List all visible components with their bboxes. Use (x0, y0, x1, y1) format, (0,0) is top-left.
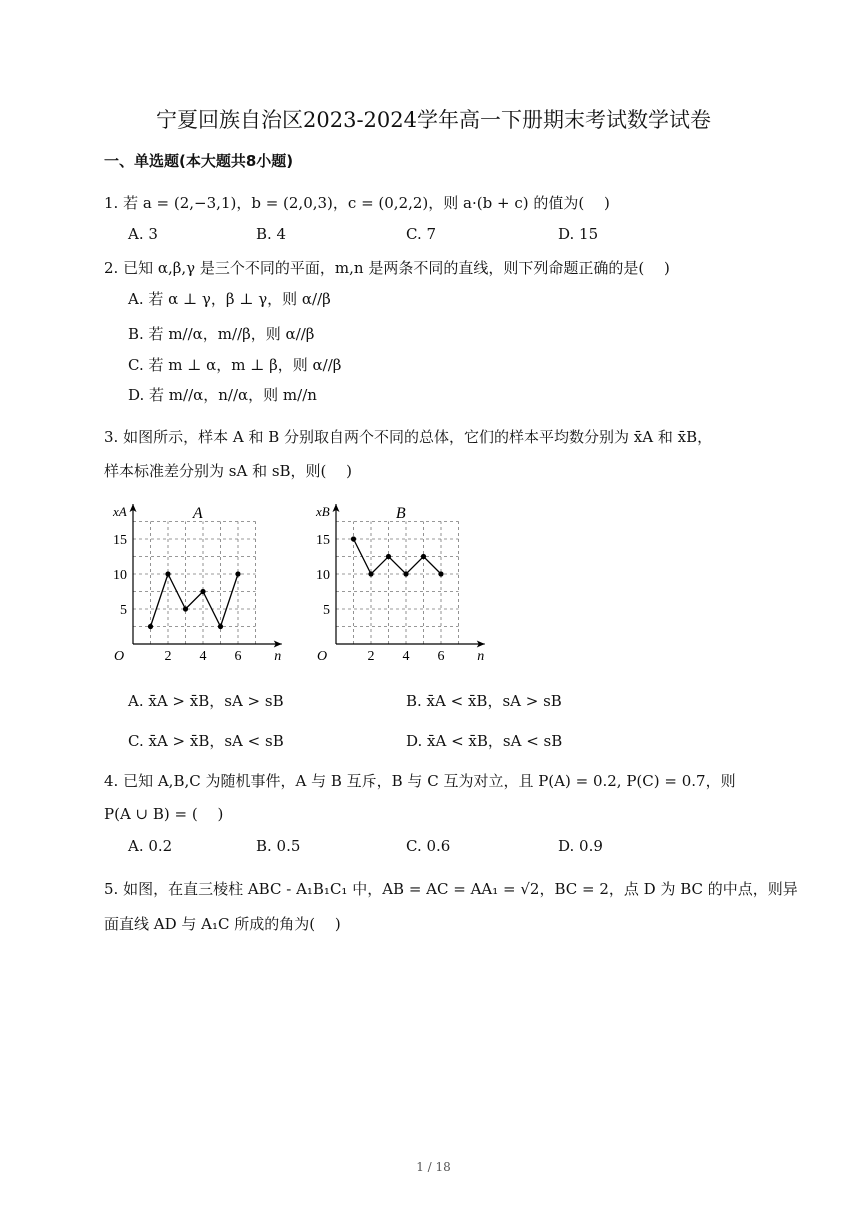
data-point (403, 571, 408, 576)
q1-option-c: C. 7 (406, 225, 437, 243)
data-point (351, 536, 356, 541)
x-tick-label: 4 (402, 649, 410, 664)
chart-a (105, 482, 295, 667)
section-heading: 一、单选题(本大题共8小题) (104, 152, 294, 170)
chart-b (308, 482, 498, 667)
q2-option-b: B. 若 m//α，m//β，则 α//β (128, 325, 315, 343)
x-tick-label: 6 (437, 649, 445, 664)
data-point (421, 554, 426, 559)
origin-label: O (316, 649, 328, 664)
question-1-stem: 1. 若 a = (2,−3,1)，b = (2,0,3)，c = (0,2,2)，则 a·(b + c) 的值为( ) (104, 194, 610, 212)
data-point (148, 624, 153, 629)
q4-option-c: C. 0.6 (406, 837, 451, 855)
y-axis-label: xB (316, 504, 330, 519)
y-tick-label: 5 (323, 603, 330, 618)
data-point (438, 571, 443, 576)
data-point (183, 606, 188, 611)
q4-option-b: B. 0.5 (256, 837, 301, 855)
q3-option-c: C. x̄A > x̄B，sA < sB (128, 732, 284, 750)
x-axis-label: n (274, 649, 282, 664)
x-tick-label: 2 (164, 649, 172, 664)
series-line (151, 574, 239, 627)
data-point (200, 589, 205, 594)
question-2-stem: 2. 已知 α,β,γ 是三个不同的平面，m,n 是两条不同的直线，则下列命题正确的是( ) (104, 259, 670, 277)
question-4-stem-line1: 4. 已知 A,B,C 为随机事件，A 与 B 互斥，B 与 C 互为对立，且 P(A) = 0.2, P(C) = 0.7，则 (104, 772, 736, 790)
y-tick-label: 10 (113, 568, 127, 583)
question-3-stem-line2: 样本标准差分别为 sA 和 sB，则( ) (104, 462, 353, 480)
data-point (386, 554, 391, 559)
question-4-stem-line2: P(A ∪ B) = ( ) (104, 805, 224, 823)
x-axis-label: n (477, 649, 485, 664)
y-axis-label: xA (113, 504, 127, 519)
q2-option-d: D. 若 m//α，n//α，则 m//n (128, 386, 317, 404)
y-tick-label: 5 (120, 603, 127, 618)
q2-option-a: A. 若 α ⊥ γ，β ⊥ γ，则 α//β (128, 290, 331, 308)
page-title: 宁夏回族自治区2023-2024学年高一下册期末考试数学试卷 (156, 108, 711, 132)
q4-option-d: D. 0.9 (558, 837, 603, 855)
x-tick-label: 4 (199, 649, 207, 664)
q3-option-b: B. x̄A < x̄B，sA > sB (406, 692, 562, 710)
q4-option-a: A. 0.2 (128, 837, 173, 855)
origin-label: O (113, 649, 125, 664)
y-tick-label: 15 (316, 533, 330, 548)
data-point (218, 624, 223, 629)
q1-option-b: B. 4 (256, 225, 287, 243)
question-3-stem-line1: 3. 如图所示，样本 A 和 B 分别取自两个不同的总体，它们的样本平均数分别为 x̄A 和 x̄B， (104, 428, 713, 446)
data-point (165, 571, 170, 576)
x-tick-label: 2 (367, 649, 375, 664)
question-5-stem-line1: 5. 如图，在直三棱柱 ABC - A₁B₁C₁ 中，AB = AC = AA₁ = √2，BC = 2，点 D 为 BC 的中点，则异 (104, 880, 798, 898)
data-point (235, 571, 240, 576)
chart-title: B (395, 505, 406, 522)
x-tick-label: 6 (234, 649, 242, 664)
q1-option-a: A. 3 (128, 225, 158, 243)
q3-option-a: A. x̄A > x̄B，sA > sB (128, 692, 284, 710)
page-number: 1 / 18 (416, 1160, 451, 1174)
q3-option-d: D. x̄A < x̄B，sA < sB (406, 732, 563, 750)
y-tick-label: 10 (316, 568, 330, 583)
question-5-stem-line2: 面直线 AD 与 A₁C 所成的角为( ) (104, 915, 341, 933)
q2-option-c: C. 若 m ⊥ α，m ⊥ β，则 α//β (128, 356, 342, 374)
data-point (368, 571, 373, 576)
q1-option-d: D. 15 (558, 225, 599, 243)
chart-title: A (192, 505, 203, 522)
y-tick-label: 15 (113, 533, 127, 548)
